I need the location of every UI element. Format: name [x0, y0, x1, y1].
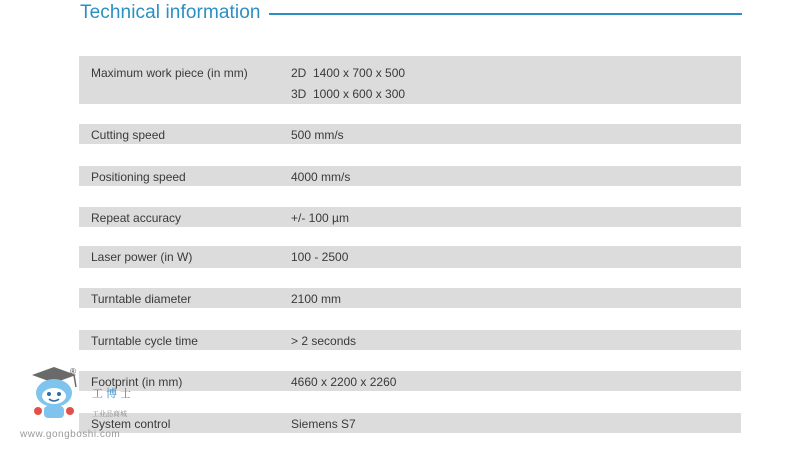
watermark [14, 365, 164, 450]
spec-value: +/- 100 µm [291, 211, 349, 225]
spec-row [79, 124, 741, 144]
spec-value: Siemens S7 [291, 417, 356, 431]
title-divider [269, 13, 742, 15]
section-title: Technical information [80, 2, 261, 23]
watermark-subtitle: 工业品商城 [92, 411, 127, 418]
spec-row [79, 166, 741, 186]
spec-label: System control [91, 417, 171, 431]
spec-row [79, 371, 741, 391]
spec-value: 4000 mm/s [291, 170, 351, 184]
spec-row [79, 288, 741, 308]
spec-value: 100 - 2500 [291, 250, 349, 264]
registered-mark: ® [70, 367, 76, 376]
watermark-brand: 工博士 [92, 387, 134, 400]
spec-row [79, 330, 741, 350]
spec-value: 500 mm/s [291, 128, 344, 142]
spec-value: 3D 1000 x 600 x 300 [291, 87, 406, 101]
spec-label: Cutting speed [91, 128, 166, 142]
spec-label: Turntable diameter [91, 292, 192, 306]
spec-label: Turntable cycle time [91, 334, 198, 348]
spec-row [79, 413, 741, 433]
spec-label: Laser power (in W) [91, 250, 193, 264]
spec-label: Repeat accuracy [91, 211, 182, 225]
spec-row [79, 56, 741, 104]
section-header [80, 0, 742, 26]
spec-label: Maximum work piece (in mm) [91, 66, 248, 80]
spec-label: Positioning speed [91, 170, 186, 184]
watermark-url: www.gongboshi.com [20, 429, 121, 440]
spec-value: > 2 seconds [291, 334, 357, 348]
spec-row [79, 246, 741, 268]
spec-value: 2D 1400 x 700 x 500 [291, 66, 406, 80]
spec-row [79, 207, 741, 227]
spec-label: Footprint (in mm) [91, 375, 183, 389]
spec-value: 2100 mm [291, 292, 342, 306]
spec-value: 4660 x 2200 x 2260 [291, 375, 397, 389]
